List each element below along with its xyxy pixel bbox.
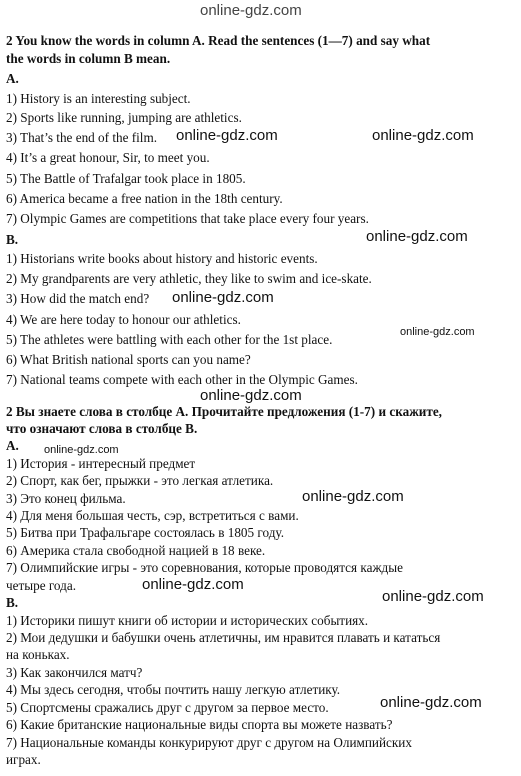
sentence-a-3: 3) That’s the end of the film. bbox=[6, 130, 158, 145]
translation-b-7: 7) Национальные команды конкурируют друг с другом на Олимпийских bbox=[6, 735, 412, 750]
sentence-b-3: 3) How did the match end? bbox=[6, 291, 150, 306]
heading-ru-line2: что означают слова в столбце В. bbox=[6, 421, 198, 436]
watermark: online-gdz.com bbox=[382, 588, 484, 605]
sentence-a-2: 2) Sports like running, jumping are athletics. bbox=[6, 110, 242, 125]
translation-a-4: 4) Для меня большая честь, сэр, встретиться с вами. bbox=[6, 508, 299, 523]
sentence-a-6: 6) America became a free nation in the 18th century. bbox=[6, 191, 283, 206]
sentence-a-1: 1) History is an interesting subject. bbox=[6, 91, 191, 106]
sentence-b-6: 6) What British national sports can you name? bbox=[6, 352, 251, 367]
translation-a-2: 2) Спорт, как бег, прыжки - это легкая атлетика. bbox=[6, 473, 274, 488]
sentence-b-1: 1) Historians write books about history and historic events. bbox=[6, 251, 318, 266]
heading-en-line2: the words in column B mean. bbox=[6, 51, 171, 66]
heading-ru-line1: 2 Вы знаете слова в столбце А. Прочитайте предложения (1-7) и скажите, bbox=[6, 404, 442, 419]
watermark: online-gdz.com bbox=[200, 387, 302, 404]
translation-a-1: 1) История - интересный предмет bbox=[6, 456, 196, 471]
watermark-top: online-gdz.com bbox=[200, 2, 302, 19]
translation-b-2-cont: на коньках. bbox=[6, 647, 70, 662]
sentence-b-4: 4) We are here today to honour our athletics. bbox=[6, 312, 241, 327]
watermark-small: online-gdz.com bbox=[44, 444, 119, 456]
watermark: online-gdz.com bbox=[172, 289, 274, 306]
watermark: online-gdz.com bbox=[142, 576, 244, 593]
translation-b-3: 3) Как закончился матч? bbox=[6, 665, 143, 680]
watermark: online-gdz.com bbox=[176, 127, 278, 144]
sentence-a-4: 4) It’s a great honour, Sir, to meet you. bbox=[6, 150, 210, 165]
sentence-a-7: 7) Olympic Games are competitions that take place every four years. bbox=[6, 211, 369, 226]
translation-b-2: 2) Мои дедушки и бабушки очень атлетичны, им нравится плавать и кататься bbox=[6, 630, 441, 645]
column-b-label-en: B. bbox=[6, 232, 19, 247]
translation-b-4: 4) Мы здесь сегодня, чтобы почтить нашу легкую атлетику. bbox=[6, 682, 341, 697]
sentence-b-5: 5) The athletes were battling with each other for the 1st place. bbox=[6, 332, 333, 347]
translation-a-7: 7) Олимпийские игры - это соревнования, которые проводятся каждые bbox=[6, 560, 403, 575]
column-b-label-ru: В. bbox=[6, 595, 19, 610]
translation-a-3: 3) Это конец фильма. bbox=[6, 491, 126, 506]
translation-a-5: 5) Битва при Трафальгаре состоялась в 1805 году. bbox=[6, 525, 284, 540]
column-a-label-ru: А. bbox=[6, 438, 19, 453]
heading-en-line1: 2 You know the words in column A. Read the sentences (1—7) and say what bbox=[6, 33, 431, 48]
watermark-small: online-gdz.com bbox=[400, 326, 475, 338]
translation-b-6: 6) Какие британские национальные виды спорта вы можете назвать? bbox=[6, 717, 393, 732]
watermark: online-gdz.com bbox=[302, 488, 404, 505]
watermark: online-gdz.com bbox=[366, 228, 468, 245]
translation-b-5: 5) Спортсмены сражались друг с другом за первое место. bbox=[6, 700, 329, 715]
column-a-label-en: A. bbox=[6, 71, 19, 86]
translation-b-7-cont: играх. bbox=[6, 752, 41, 767]
translation-a-7-cont: четыре года. bbox=[6, 578, 77, 593]
translation-a-6: 6) Америка стала свободной нацией в 18 веке. bbox=[6, 543, 266, 558]
watermark: online-gdz.com bbox=[380, 694, 482, 711]
sentence-a-5: 5) The Battle of Trafalgar took place in 1805. bbox=[6, 171, 246, 186]
sentence-b-2: 2) My grandparents are very athletic, they like to swim and ice-skate. bbox=[6, 271, 372, 286]
watermark: online-gdz.com bbox=[372, 127, 474, 144]
sentence-b-7: 7) National teams compete with each other in the Olympic Games. bbox=[6, 372, 358, 387]
translation-b-1: 1) Историки пишут книги об истории и исторических событиях. bbox=[6, 613, 369, 628]
